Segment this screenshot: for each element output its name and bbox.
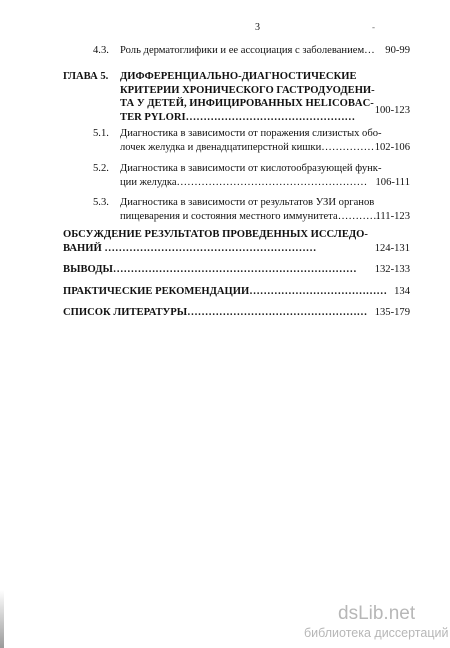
toc-title-line: ТА У ДЕТЕЙ, ИНФИЦИРОВАННЫХ HELICOBAC- (120, 98, 374, 109)
toc-title-line: Диагностика в зависимости от поражения слизистых обо- (120, 128, 382, 139)
toc-title-line: ОБСУЖДЕНИЕ РЕЗУЛЬТАТОВ ПРОВЕДЕННЫХ ИССЛЕДО- (63, 229, 368, 240)
toc-title-line: пищеварения и состояния местного иммунитета………… (120, 210, 381, 222)
toc-title-line: СПИСОК ЛИТЕРАТУРЫ…………………………………………… (63, 307, 368, 318)
toc-title-line: TER PYLORI………………………………………… (120, 111, 356, 123)
toc-page: 132-133 (374, 264, 410, 275)
scan-edge-shadow (0, 590, 4, 648)
toc-number: 5.3. (93, 197, 109, 208)
toc-page: 106-111 (375, 176, 410, 188)
toc-page: 111-123 (375, 210, 410, 222)
toc-title-line: Диагностика в зависимости от кислотообразующей функ- (120, 163, 382, 174)
toc-title-line: лочек желудка и двенадцатиперстной кишки…………… (120, 141, 375, 153)
toc-page: 102-106 (374, 141, 410, 153)
corner-mark: - (372, 22, 375, 32)
toc-page: 90-99 (385, 45, 410, 56)
toc-title-line: ДИФФЕРЕНЦИАЛЬНО-ДИАГНОСТИЧЕСКИЕ (120, 71, 357, 82)
toc-title-line: КРИТЕРИИ ХРОНИЧЕСКОГО ГАСТРОДУОДЕНИ- (120, 84, 375, 96)
toc-page: 100-123 (374, 105, 410, 116)
toc-title-line: Диагностика в зависимости от результатов УЗИ органов (120, 197, 375, 208)
toc-title-line: ПРАКТИЧЕСКИЕ РЕКОМЕНДАЦИИ………………………………… (63, 286, 387, 297)
watermark-logo: dsLib.net (338, 603, 416, 624)
toc-title-line: ВЫВОДЫ…………………………………………………………… (63, 264, 357, 275)
page-number: 3 (255, 22, 260, 33)
toc-number: 4.3. (93, 45, 109, 56)
toc-number: ГЛАВА 5. (63, 71, 109, 82)
toc-title-line: ВАНИЙ …………………………………………………… (63, 242, 317, 254)
toc-number: 5.2. (93, 163, 109, 174)
watermark-subtitle: библиотека диссертаций (304, 626, 449, 640)
toc-number: 5.1. (93, 128, 109, 139)
toc-page: 124-131 (374, 242, 410, 254)
toc-page: 135-179 (374, 307, 410, 318)
toc-page: 134 (394, 286, 410, 297)
toc-title-line: ции желудка……………………………………………… (120, 176, 368, 188)
toc-title-line: Роль дерматоглифики и ее ассоциация с заболеванием… (120, 45, 375, 56)
